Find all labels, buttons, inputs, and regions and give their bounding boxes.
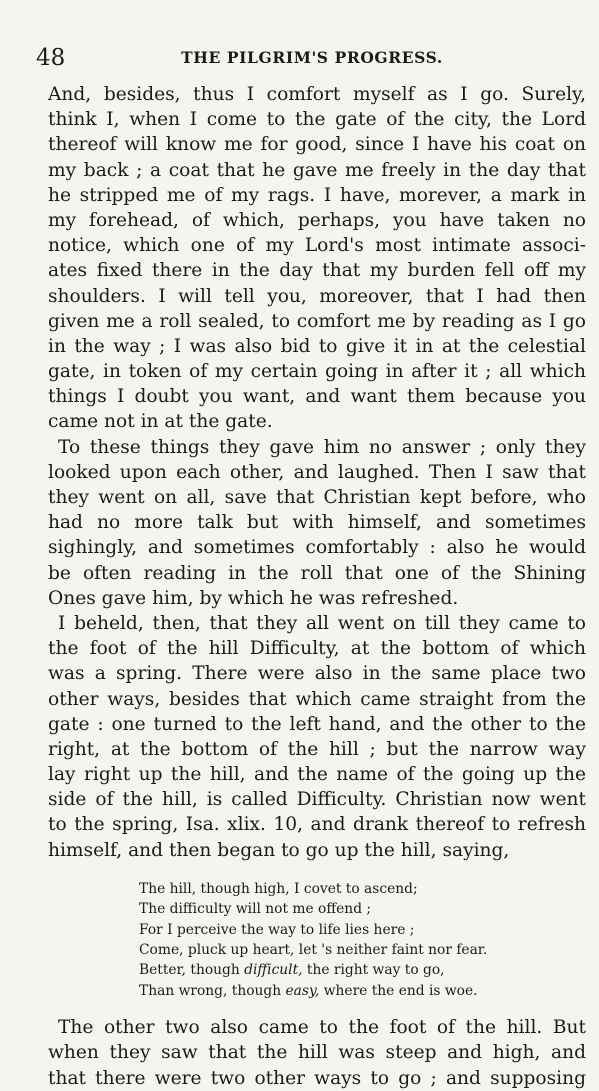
- text-line: right, at the bottom of the hill ; but the narrow way: [48, 738, 586, 760]
- page-header: [36, 40, 584, 80]
- text-line: thereof will know me for good, since I have his coat on: [48, 134, 586, 156]
- text-line: be often reading in the roll that one of the Shining: [48, 562, 586, 584]
- page-number: 48: [36, 45, 66, 71]
- text-line: he stripped me of my rags. I have, morever, a mark in: [48, 184, 586, 206]
- text-line: Ones gave him, by which he was refreshed.: [48, 587, 459, 609]
- text-line: looked upon each other, and laughed. Then I saw that: [48, 461, 586, 483]
- verse-line: The difficulty will not me offend ;: [139, 901, 372, 918]
- text-line: other ways, besides that which came straight from the: [48, 688, 586, 710]
- text-line: when they saw that the hill was steep and high, and: [48, 1042, 586, 1064]
- text-line: sighingly, and sometimes comfortably : also he would: [48, 537, 586, 559]
- text-line: my forehead, of which, perhaps, you have taken no: [48, 209, 586, 231]
- text-line: had no more talk but with himself, and sometimes: [48, 512, 586, 534]
- running-title: THE PILGRIM'S PROGRESS.: [181, 48, 443, 67]
- text-line: that there were two other ways to go ; and supposing: [48, 1067, 586, 1089]
- text-line: was a spring. There were also in the same place two: [48, 663, 586, 685]
- paragraph-4: [48, 1015, 586, 1091]
- text-line: things I doubt you want, and want them because you: [48, 386, 586, 408]
- text-line: think I, when I come to the gate of the city, the Lord: [48, 109, 586, 131]
- text-line: ates fixed there in the day that my burden fell off my: [48, 260, 586, 282]
- text-line: notice, which one of my Lord's most intimate associ-: [48, 235, 586, 257]
- text-line: came not in at the gate.: [48, 411, 273, 433]
- text-line: to the spring, Isa. xlix. 10, and drank thereof to refresh: [48, 814, 586, 836]
- verse-line: Come, pluck up heart, let 's neither faint nor fear.: [139, 941, 488, 958]
- verse-line: [139, 981, 559, 1001]
- text-line: himself, and then began to go up the hill, saying,: [48, 839, 510, 861]
- verse-text: the right way to go,: [302, 962, 445, 979]
- verse-text: where the end is woe.: [319, 982, 478, 999]
- text-line: I beheld, then, that they all went on till they came to: [58, 612, 586, 634]
- text-line: shoulders. I will tell you, moreover, that I had then: [48, 285, 586, 307]
- text-line: side of the hill, is called Difficulty. Christian now went: [48, 789, 586, 811]
- text-line: gate, in token of my certain going in after it ; all which: [48, 361, 586, 383]
- verse-text: Than wrong, though: [139, 982, 286, 999]
- page-body: [48, 82, 586, 1091]
- paragraph-2: [48, 435, 586, 611]
- text-line: my back ; a coat that he gave me freely in the day that: [48, 159, 586, 181]
- text-line: the foot of the hill Difficulty, at the bottom of which: [48, 638, 586, 660]
- verse-emphasis: difficult,: [244, 962, 303, 979]
- paragraph-3: [48, 611, 586, 863]
- text-line: lay right up the hill, and the name of the going up the: [48, 764, 586, 786]
- text-line: The other two also came to the foot of the hill. But: [58, 1017, 586, 1039]
- text-line: And, besides, thus I comfort myself as I go. Surely,: [48, 84, 586, 105]
- verse-line: [139, 960, 559, 980]
- verse-line: For I perceive the way to life lies here ;: [139, 921, 415, 938]
- text-line: To these things they gave him no answer ; only they: [58, 436, 586, 458]
- paragraph-1: [48, 82, 586, 435]
- text-line: gate : one turned to the left hand, and the other to the: [48, 713, 586, 735]
- verse-text: Better, though: [139, 962, 245, 979]
- text-line: in the way ; I was also bid to give it in at the celestial: [48, 335, 586, 357]
- verse-line: The hill, though high, I covet to ascend;: [139, 880, 418, 897]
- verse-block: [139, 879, 559, 1001]
- text-line: given me a roll sealed, to comfort me by reading as I go: [48, 310, 586, 332]
- text-line: they went on all, save that Christian kept before, who: [48, 487, 586, 508]
- verse-emphasis: easy,: [285, 982, 320, 999]
